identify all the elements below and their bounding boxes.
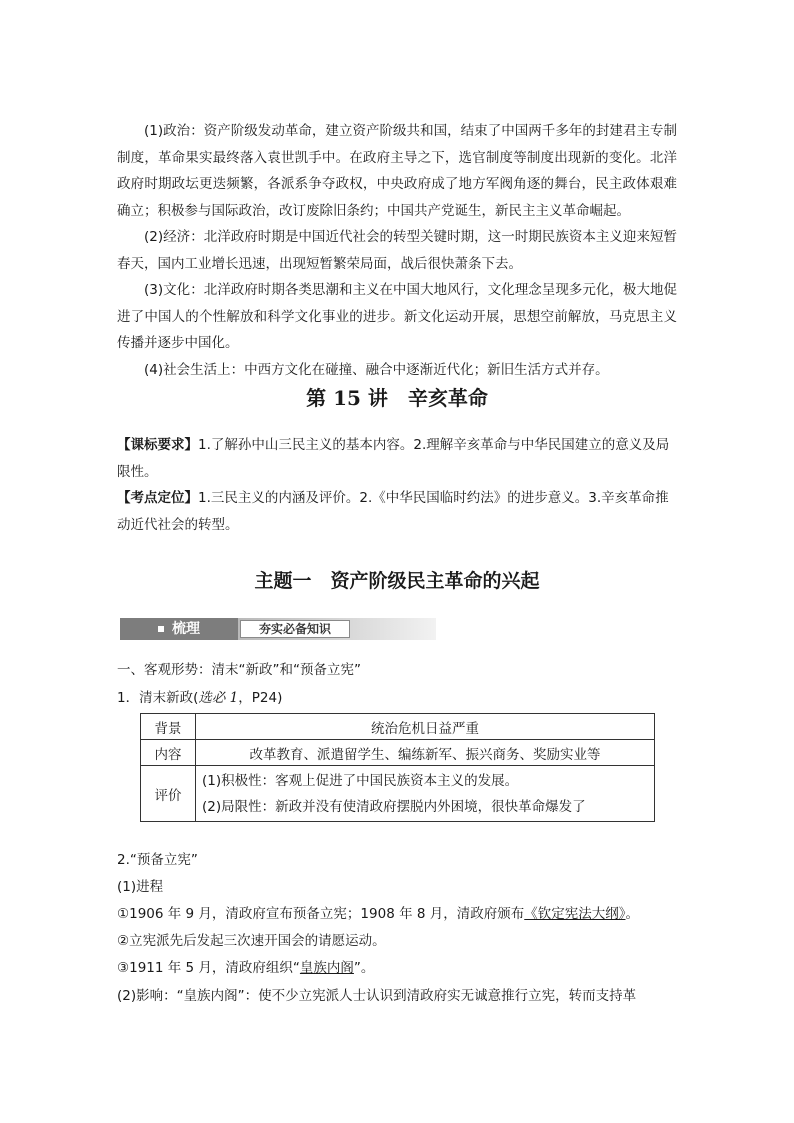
square-bullet-icon [158,626,164,632]
step-3-text: ③1911 年 5 月，清政府组织“ [117,960,300,976]
progress-step-1 [117,904,639,924]
item-1-prefix: 1．清末新政( [117,690,199,706]
step-1-end: 。 [625,906,639,922]
table-row-head: 内容 [141,740,196,766]
evaluation-limitation: (2)局限性：新政并没有使清政府摆脱内外困境，很快革命爆发了 [202,798,586,815]
new-policy-table [140,713,655,822]
progress-step-3 [117,958,374,978]
item-2-heading: 2.“预备立宪” [117,852,198,868]
intro-section [117,118,677,383]
intro-economy: (2)经济：北洋政府时期是中国近代社会的转型关键时期，这一时期民族资本主义迎来短暂春天，国内工业增长迅速，出现短暂繁荣局面，战后很快萧条下去。 [117,229,677,272]
table-cell: 统治危机日益严重 [196,714,655,740]
item-1-source: 选必 1 [198,690,239,706]
progress-label: (1)进程 [117,879,164,895]
lesson-title: 第 15 讲 辛亥革命 [306,386,488,410]
curriculum-text: 1.了解孙中山三民主义的基本内容。2.理解辛亥革命与中华民国建立的意义及局限性。 [117,437,670,480]
section-banner [120,618,436,640]
table-cell [196,766,655,822]
step-1-underlined: 《钦定宪法大纲》 [524,906,626,922]
item-1-suffix: ，P24) [238,690,283,706]
table-row [141,766,655,822]
table-row-head: 背景 [141,714,196,740]
intro-society: (4)社会生活上：中西方文化在碰撞、融合中逐渐近代化；新旧生活方式并存。 [144,361,609,378]
intro-politics: (1)政治：资产阶级发动革命，建立资产阶级共和国，结束了中国两千多年的封建君主专制制度，革命果实最终落入袁世凯手中。在政府主导之下，选官制度等制度出现新的变化。北洋政府时期政坛更迭频繁，各派系争夺政权，中央政府成了地方军阀角逐的舞台，民主政体艰难确立；积极参与国际政治，改订废除旧条约；中国共产党诞生，新民主主义革命崛起。 [117,123,677,219]
exam-points [117,485,677,538]
table-row-head: 评价 [141,766,196,822]
impact-text: (2)影响：“皇族内阁”：使不少立宪派人士认识到清政府实无诚意推行立宪，转而支持革 [117,988,637,1004]
step-1-text: ①1906 年 9 月，清政府宣布预备立宪；1908 年 8 月，清政府颁布 [117,906,525,922]
table-row [141,714,655,740]
requirements [117,432,677,538]
step-3-end: ”。 [353,960,375,976]
table-row [141,740,655,766]
step-3-underlined: 皇族内阁 [299,960,354,976]
table-cell: 改革教育、派遣留学生、编练新军、振兴商务、奖励实业等 [196,740,655,766]
item-1-heading [117,688,282,708]
section-heading: 一、客观形势：清末“新政”和“预备立宪” [117,662,361,678]
curriculum-requirement [117,432,677,485]
banner-box: 夯实必备知识 [240,620,350,638]
exam-points-text: 1.三民主义的内涵及评价。2.《中华民国临时约法》的进步意义。3.辛亥革命推动近代社会的转型。 [117,490,669,533]
exam-points-tag: 【考点定位】 [117,490,198,506]
topic-title: 主题一 资产阶级民主革命的兴起 [254,570,540,592]
intro-culture: (3)文化：北洋政府时期各类思潮和主义在中国大地风行，文化理念呈现多元化，极大地促进了中国人的个性解放和科学文化事业的进步。新文化运动开展，思想空前解放，马克思主义传播并逐步中国化。 [117,282,677,351]
evaluation-positive: (1)积极性：客观上促进了中国民族资本主义的发展。 [202,772,519,789]
progress-step-2: ②立宪派先后发起三次速开国会的请愿运动。 [117,933,386,949]
banner-label: 梳理 [172,621,200,637]
curriculum-tag: 【课标要求】 [117,437,198,453]
